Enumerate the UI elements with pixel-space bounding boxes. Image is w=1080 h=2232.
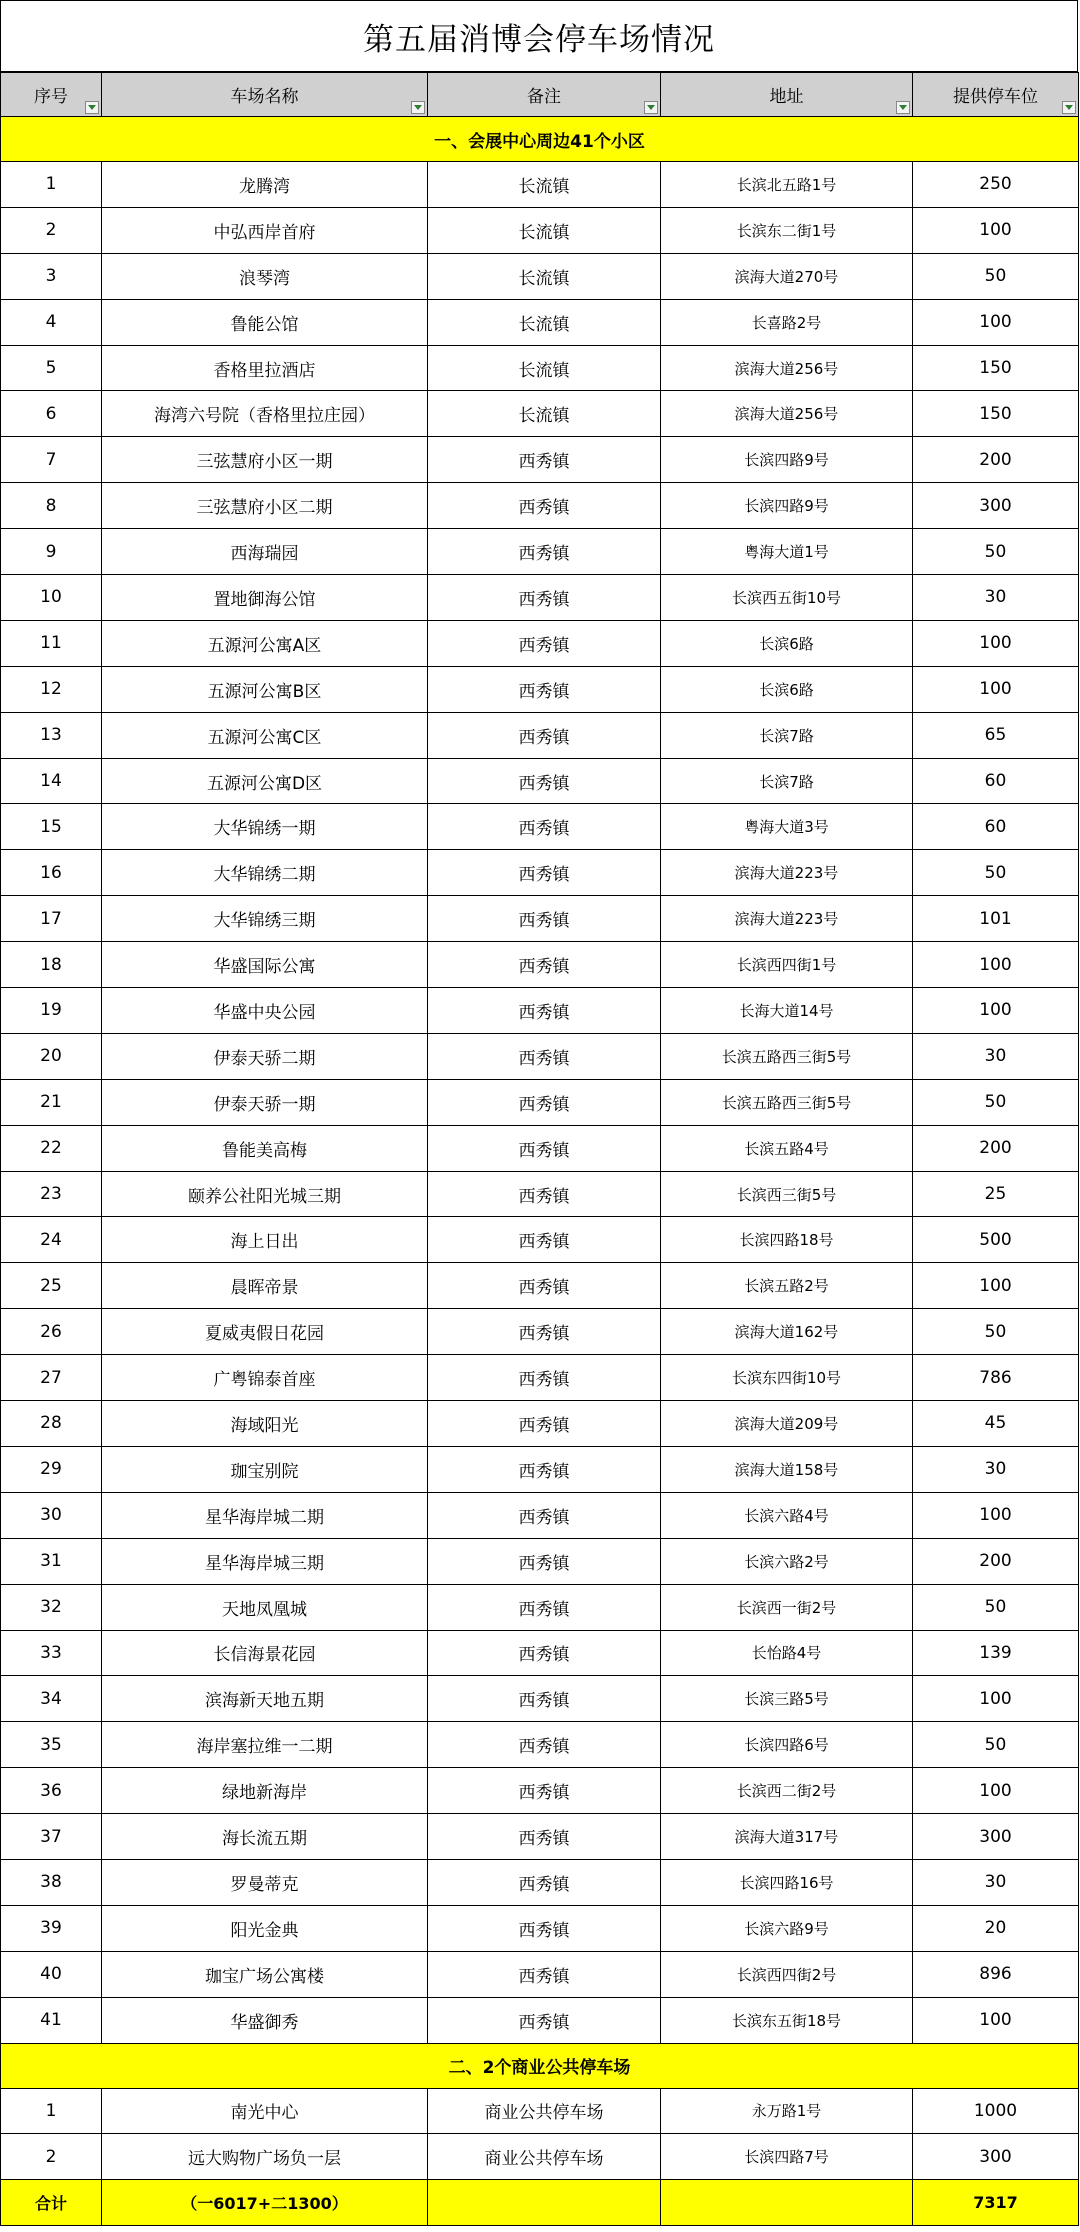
cell-spaces[interactable]: 100	[913, 942, 1079, 988]
section-heading: 一、会展中心周边41个小区	[1, 117, 1079, 162]
cell-index[interactable]: 41	[1, 1997, 102, 2043]
cell-index[interactable]: 40	[1, 1951, 102, 1997]
cell-lot-name[interactable]: 大华锦绣一期	[102, 804, 428, 850]
header-index: 序号	[1, 73, 102, 117]
cell-spaces[interactable]: 20	[913, 1905, 1079, 1951]
table-row	[1, 1033, 1079, 1079]
cell-address[interactable]: 长滨四路6号	[661, 1722, 913, 1768]
table-row	[1, 620, 1079, 666]
cell-spaces[interactable]: 139	[913, 1630, 1079, 1676]
cell-index[interactable]: 12	[1, 666, 102, 712]
cell-address[interactable]: 滨海大道270号	[661, 253, 913, 299]
cell-remark[interactable]: 长流镇	[428, 345, 661, 391]
cell-index[interactable]: 7	[1, 437, 102, 483]
cell-remark[interactable]: 西秀镇	[428, 1676, 661, 1722]
cell-index[interactable]: 30	[1, 1492, 102, 1538]
table-row	[1, 1768, 1079, 1814]
cell-remark[interactable]: 西秀镇	[428, 988, 661, 1034]
cell-address[interactable]: 粤海大道1号	[661, 529, 913, 575]
cell-address[interactable]: 长滨北五路1号	[661, 162, 913, 208]
cell-remark[interactable]: 西秀镇	[428, 1814, 661, 1860]
cell-remark[interactable]: 西秀镇	[428, 942, 661, 988]
cell-index[interactable]: 36	[1, 1768, 102, 1814]
cell-lot-name[interactable]: 三弦慧府小区一期	[102, 437, 428, 483]
cell-spaces[interactable]: 100	[913, 299, 1079, 345]
cell-index[interactable]: 16	[1, 850, 102, 896]
cell-remark[interactable]: 西秀镇	[428, 1033, 661, 1079]
section-row	[1, 117, 1079, 162]
total-value[interactable]: 7317	[913, 2180, 1079, 2226]
cell-address[interactable]: 长怡路4号	[661, 1630, 913, 1676]
cell-spaces[interactable]: 50	[913, 1079, 1079, 1125]
cell-lot-name[interactable]: 中弘西岸首府	[102, 207, 428, 253]
filter-dropdown-icon[interactable]	[411, 101, 425, 114]
cell-address[interactable]: 滨海大道223号	[661, 896, 913, 942]
cell-index[interactable]: 39	[1, 1905, 102, 1951]
cell-remark[interactable]: 西秀镇	[428, 1446, 661, 1492]
cell-address[interactable]: 长滨东五街18号	[661, 1997, 913, 2043]
table-row	[1, 575, 1079, 621]
cell-lot-name[interactable]: 绿地新海岸	[102, 1768, 428, 1814]
header-spaces: 提供停车位	[913, 73, 1079, 117]
table-row	[1, 253, 1079, 299]
cell-lot-name[interactable]: 星华海岸城二期	[102, 1492, 428, 1538]
cell-spaces[interactable]: 200	[913, 437, 1079, 483]
table-body	[1, 117, 1079, 2226]
cell-lot-name[interactable]: 晨晖帝景	[102, 1263, 428, 1309]
cell-index[interactable]: 2	[1, 2134, 102, 2180]
cell-address[interactable]: 长滨四路18号	[661, 1217, 913, 1263]
cell-index[interactable]: 17	[1, 896, 102, 942]
cell-lot-name[interactable]: 海湾六号院（香格里拉庄园）	[102, 391, 428, 437]
total-empty-remark[interactable]	[428, 2180, 661, 2226]
cell-remark[interactable]: 西秀镇	[428, 1355, 661, 1401]
cell-lot-name[interactable]: 罗曼蒂克	[102, 1859, 428, 1905]
cell-remark[interactable]: 西秀镇	[428, 1905, 661, 1951]
cell-spaces[interactable]: 500	[913, 1217, 1079, 1263]
cell-index[interactable]: 1	[1, 162, 102, 208]
total-row	[1, 2180, 1079, 2226]
cell-index[interactable]: 34	[1, 1676, 102, 1722]
cell-index[interactable]: 19	[1, 988, 102, 1034]
cell-address[interactable]: 长滨西五街10号	[661, 575, 913, 621]
cell-address[interactable]: 滨海大道162号	[661, 1309, 913, 1355]
table-row	[1, 942, 1079, 988]
cell-spaces[interactable]: 100	[913, 1997, 1079, 2043]
cell-remark[interactable]: 长流镇	[428, 207, 661, 253]
cell-remark[interactable]: 西秀镇	[428, 896, 661, 942]
cell-remark[interactable]: 西秀镇	[428, 758, 661, 804]
cell-spaces[interactable]: 150	[913, 391, 1079, 437]
cell-spaces[interactable]: 101	[913, 896, 1079, 942]
cell-lot-name[interactable]: 南光中心	[102, 2088, 428, 2134]
cell-lot-name[interactable]: 海域阳光	[102, 1401, 428, 1447]
cell-remark[interactable]: 西秀镇	[428, 1492, 661, 1538]
cell-address[interactable]: 长滨三路5号	[661, 1676, 913, 1722]
cell-address[interactable]: 长滨西一街2号	[661, 1584, 913, 1630]
cell-remark[interactable]: 长流镇	[428, 299, 661, 345]
sheet-title: 第五届消博会停车场情况	[0, 0, 1078, 72]
cell-spaces[interactable]: 896	[913, 1951, 1079, 1997]
cell-lot-name[interactable]: 长信海景花园	[102, 1630, 428, 1676]
cell-spaces[interactable]: 25	[913, 1171, 1079, 1217]
cell-remark[interactable]: 商业公共停车场	[428, 2134, 661, 2180]
cell-index[interactable]: 26	[1, 1309, 102, 1355]
cell-address[interactable]: 长滨7路	[661, 758, 913, 804]
cell-spaces[interactable]: 100	[913, 620, 1079, 666]
cell-lot-name[interactable]: 华盛中央公园	[102, 988, 428, 1034]
cell-remark[interactable]: 西秀镇	[428, 1584, 661, 1630]
cell-address[interactable]: 粤海大道3号	[661, 804, 913, 850]
header-row	[1, 73, 1079, 117]
cell-remark[interactable]: 商业公共停车场	[428, 2088, 661, 2134]
table-row	[1, 666, 1079, 712]
cell-remark[interactable]: 西秀镇	[428, 437, 661, 483]
table-row	[1, 437, 1079, 483]
cell-remark[interactable]: 西秀镇	[428, 1630, 661, 1676]
cell-address[interactable]: 长滨四路9号	[661, 483, 913, 529]
cell-lot-name[interactable]: 鲁能美高梅	[102, 1125, 428, 1171]
cell-address[interactable]: 滨海大道256号	[661, 391, 913, 437]
table-row	[1, 1217, 1079, 1263]
cell-index[interactable]: 27	[1, 1355, 102, 1401]
cell-remark[interactable]: 长流镇	[428, 162, 661, 208]
cell-address[interactable]: 长滨西四街1号	[661, 942, 913, 988]
cell-address[interactable]: 滨海大道209号	[661, 1401, 913, 1447]
cell-spaces[interactable]: 50	[913, 1722, 1079, 1768]
table-row	[1, 1125, 1079, 1171]
cell-address[interactable]: 永万路1号	[661, 2088, 913, 2134]
cell-spaces[interactable]: 30	[913, 1033, 1079, 1079]
cell-remark[interactable]: 西秀镇	[428, 1951, 661, 1997]
table-row	[1, 207, 1079, 253]
cell-lot-name[interactable]: 五源河公寓A区	[102, 620, 428, 666]
table-row	[1, 391, 1079, 437]
cell-lot-name[interactable]: 伊泰天骄二期	[102, 1033, 428, 1079]
cell-address[interactable]: 滨海大道158号	[661, 1446, 913, 1492]
cell-index[interactable]: 8	[1, 483, 102, 529]
cell-address[interactable]: 长喜路2号	[661, 299, 913, 345]
cell-remark[interactable]: 西秀镇	[428, 1997, 661, 2043]
cell-lot-name[interactable]: 华盛御秀	[102, 1997, 428, 2043]
cell-remark[interactable]: 西秀镇	[428, 1125, 661, 1171]
cell-address[interactable]: 长滨四路16号	[661, 1859, 913, 1905]
table-row	[1, 1263, 1079, 1309]
cell-spaces[interactable]: 100	[913, 666, 1079, 712]
filter-dropdown-icon[interactable]	[644, 101, 658, 114]
cell-lot-name[interactable]: 星华海岸城三期	[102, 1538, 428, 1584]
cell-address[interactable]: 滨海大道223号	[661, 850, 913, 896]
cell-lot-name[interactable]: 广粤锦泰首座	[102, 1355, 428, 1401]
cell-lot-name[interactable]: 置地御海公馆	[102, 575, 428, 621]
table-row	[1, 1401, 1079, 1447]
cell-lot-name[interactable]: 海上日出	[102, 1217, 428, 1263]
table-row	[1, 1905, 1079, 1951]
cell-address[interactable]: 长滨6路	[661, 620, 913, 666]
table-row	[1, 162, 1079, 208]
cell-index[interactable]: 22	[1, 1125, 102, 1171]
cell-remark[interactable]: 西秀镇	[428, 1263, 661, 1309]
cell-remark[interactable]: 西秀镇	[428, 529, 661, 575]
cell-lot-name[interactable]: 海长流五期	[102, 1814, 428, 1860]
cell-index[interactable]: 5	[1, 345, 102, 391]
cell-index[interactable]: 33	[1, 1630, 102, 1676]
cell-index[interactable]: 15	[1, 804, 102, 850]
table-row	[1, 2134, 1079, 2180]
table-row	[1, 850, 1079, 896]
cell-spaces[interactable]: 30	[913, 575, 1079, 621]
total-empty-address[interactable]	[661, 2180, 913, 2226]
header-remark: 备注	[428, 73, 661, 117]
cell-spaces[interactable]: 30	[913, 1446, 1079, 1492]
cell-spaces[interactable]: 60	[913, 804, 1079, 850]
cell-address[interactable]: 长海大道14号	[661, 988, 913, 1034]
table-row	[1, 1079, 1079, 1125]
table-row	[1, 804, 1079, 850]
table-row	[1, 1492, 1079, 1538]
cell-address[interactable]: 长滨四路7号	[661, 2134, 913, 2180]
cell-remark[interactable]: 长流镇	[428, 253, 661, 299]
cell-address[interactable]: 长滨西三街5号	[661, 1171, 913, 1217]
cell-address[interactable]: 长滨6路	[661, 666, 913, 712]
cell-remark[interactable]: 西秀镇	[428, 1309, 661, 1355]
cell-index[interactable]: 38	[1, 1859, 102, 1905]
cell-remark[interactable]: 西秀镇	[428, 1768, 661, 1814]
cell-index[interactable]: 35	[1, 1722, 102, 1768]
cell-address[interactable]: 滨海大道317号	[661, 1814, 913, 1860]
cell-lot-name[interactable]: 鲁能公馆	[102, 299, 428, 345]
table-row	[1, 529, 1079, 575]
table-row	[1, 1584, 1079, 1630]
cell-lot-name[interactable]: 大华锦绣二期	[102, 850, 428, 896]
table-row	[1, 2088, 1079, 2134]
cell-remark[interactable]: 西秀镇	[428, 1859, 661, 1905]
cell-spaces[interactable]: 150	[913, 345, 1079, 391]
cell-spaces[interactable]: 100	[913, 1676, 1079, 1722]
cell-lot-name[interactable]: 伊泰天骄一期	[102, 1079, 428, 1125]
cell-remark[interactable]: 西秀镇	[428, 712, 661, 758]
cell-address[interactable]: 长滨五路西三街5号	[661, 1033, 913, 1079]
cell-remark[interactable]: 西秀镇	[428, 804, 661, 850]
cell-index[interactable]: 4	[1, 299, 102, 345]
cell-lot-name[interactable]: 滨海新天地五期	[102, 1676, 428, 1722]
cell-index[interactable]: 6	[1, 391, 102, 437]
table-row	[1, 483, 1079, 529]
cell-lot-name[interactable]: 珈宝广场公寓楼	[102, 1951, 428, 1997]
cell-index[interactable]: 10	[1, 575, 102, 621]
cell-spaces[interactable]: 786	[913, 1355, 1079, 1401]
header-lot-name: 车场名称	[102, 73, 428, 117]
cell-remark[interactable]: 西秀镇	[428, 483, 661, 529]
cell-index[interactable]: 18	[1, 942, 102, 988]
cell-spaces[interactable]: 300	[913, 483, 1079, 529]
table-row	[1, 1171, 1079, 1217]
cell-spaces[interactable]: 300	[913, 1814, 1079, 1860]
total-label[interactable]: 合计	[1, 2180, 102, 2226]
cell-index[interactable]: 23	[1, 1171, 102, 1217]
cell-remark[interactable]: 西秀镇	[428, 1171, 661, 1217]
cell-spaces[interactable]: 100	[913, 207, 1079, 253]
cell-index[interactable]: 9	[1, 529, 102, 575]
cell-spaces[interactable]: 60	[913, 758, 1079, 804]
section-heading: 二、2个商业公共停车场	[1, 2043, 1079, 2088]
cell-spaces[interactable]: 200	[913, 1538, 1079, 1584]
cell-spaces[interactable]: 50	[913, 529, 1079, 575]
cell-address[interactable]: 长滨西四街2号	[661, 1951, 913, 1997]
cell-spaces[interactable]: 45	[913, 1401, 1079, 1447]
cell-index[interactable]: 37	[1, 1814, 102, 1860]
cell-lot-name[interactable]: 海岸塞拉维一二期	[102, 1722, 428, 1768]
cell-address[interactable]: 长滨五路西三街5号	[661, 1079, 913, 1125]
table-row	[1, 1538, 1079, 1584]
cell-spaces[interactable]: 100	[913, 1768, 1079, 1814]
cell-lot-name[interactable]: 远大购物广场负一层	[102, 2134, 428, 2180]
cell-index[interactable]: 20	[1, 1033, 102, 1079]
cell-lot-name[interactable]: 天地凤凰城	[102, 1584, 428, 1630]
table-row	[1, 1630, 1079, 1676]
cell-remark[interactable]: 西秀镇	[428, 1401, 661, 1447]
cell-address[interactable]: 长滨六路9号	[661, 1905, 913, 1951]
cell-lot-name[interactable]: 五源河公寓B区	[102, 666, 428, 712]
cell-lot-name[interactable]: 珈宝别院	[102, 1446, 428, 1492]
cell-remark[interactable]: 西秀镇	[428, 1538, 661, 1584]
cell-spaces[interactable]: 200	[913, 1125, 1079, 1171]
table-row	[1, 1814, 1079, 1860]
cell-index[interactable]: 13	[1, 712, 102, 758]
cell-index[interactable]: 14	[1, 758, 102, 804]
cell-address[interactable]: 长滨四路9号	[661, 437, 913, 483]
cell-spaces[interactable]: 50	[913, 850, 1079, 896]
table-row	[1, 299, 1079, 345]
cell-spaces[interactable]: 100	[913, 1263, 1079, 1309]
cell-remark[interactable]: 西秀镇	[428, 1079, 661, 1125]
cell-spaces[interactable]: 1000	[913, 2088, 1079, 2134]
cell-index[interactable]: 25	[1, 1263, 102, 1309]
cell-index[interactable]: 3	[1, 253, 102, 299]
cell-spaces[interactable]: 50	[913, 1584, 1079, 1630]
cell-index[interactable]: 28	[1, 1401, 102, 1447]
cell-remark[interactable]: 西秀镇	[428, 620, 661, 666]
cell-spaces[interactable]: 50	[913, 253, 1079, 299]
table-row	[1, 1446, 1079, 1492]
section-row	[1, 2043, 1079, 2088]
cell-lot-name[interactable]: 大华锦绣三期	[102, 896, 428, 942]
cell-spaces[interactable]: 50	[913, 1309, 1079, 1355]
cell-index[interactable]: 21	[1, 1079, 102, 1125]
parking-table	[0, 72, 1079, 2226]
header-address: 地址	[661, 73, 913, 117]
cell-address[interactable]: 长滨六路2号	[661, 1538, 913, 1584]
table-row	[1, 1676, 1079, 1722]
cell-index[interactable]: 31	[1, 1538, 102, 1584]
table-row	[1, 988, 1079, 1034]
total-formula[interactable]: （一6017+二1300）	[102, 2180, 428, 2226]
cell-lot-name[interactable]: 西海瑞园	[102, 529, 428, 575]
cell-lot-name[interactable]: 龙腾湾	[102, 162, 428, 208]
cell-address[interactable]: 长滨东四街10号	[661, 1355, 913, 1401]
cell-index[interactable]: 24	[1, 1217, 102, 1263]
cell-lot-name[interactable]: 夏威夷假日花园	[102, 1309, 428, 1355]
cell-remark[interactable]: 西秀镇	[428, 1217, 661, 1263]
cell-lot-name[interactable]: 三弦慧府小区二期	[102, 483, 428, 529]
cell-lot-name[interactable]: 阳光金典	[102, 1905, 428, 1951]
cell-address[interactable]: 长滨六路4号	[661, 1492, 913, 1538]
cell-spaces[interactable]: 65	[913, 712, 1079, 758]
cell-remark[interactable]: 西秀镇	[428, 575, 661, 621]
table-row	[1, 1309, 1079, 1355]
table-row	[1, 896, 1079, 942]
table-row	[1, 1951, 1079, 1997]
cell-lot-name[interactable]: 香格里拉酒店	[102, 345, 428, 391]
cell-spaces[interactable]: 250	[913, 162, 1079, 208]
cell-address[interactable]: 长滨五路2号	[661, 1263, 913, 1309]
table-row	[1, 1997, 1079, 2043]
filter-dropdown-icon[interactable]	[896, 101, 910, 114]
table-row	[1, 758, 1079, 804]
cell-spaces[interactable]: 300	[913, 2134, 1079, 2180]
cell-remark[interactable]: 长流镇	[428, 391, 661, 437]
cell-spaces[interactable]: 100	[913, 988, 1079, 1034]
cell-index[interactable]: 29	[1, 1446, 102, 1492]
cell-remark[interactable]: 西秀镇	[428, 666, 661, 712]
cell-index[interactable]: 32	[1, 1584, 102, 1630]
cell-remark[interactable]: 西秀镇	[428, 1722, 661, 1768]
cell-lot-name[interactable]: 五源河公寓D区	[102, 758, 428, 804]
table-row	[1, 1722, 1079, 1768]
cell-address[interactable]: 长滨东二街1号	[661, 207, 913, 253]
cell-spaces[interactable]: 30	[913, 1859, 1079, 1905]
table-row	[1, 1859, 1079, 1905]
cell-index[interactable]: 11	[1, 620, 102, 666]
cell-index[interactable]: 2	[1, 207, 102, 253]
cell-lot-name[interactable]: 五源河公寓C区	[102, 712, 428, 758]
cell-index[interactable]: 1	[1, 2088, 102, 2134]
table-row	[1, 712, 1079, 758]
cell-address[interactable]: 滨海大道256号	[661, 345, 913, 391]
filter-dropdown-icon[interactable]	[85, 101, 99, 114]
cell-address[interactable]: 长滨五路4号	[661, 1125, 913, 1171]
cell-lot-name[interactable]: 华盛国际公寓	[102, 942, 428, 988]
table-row	[1, 1355, 1079, 1401]
filter-dropdown-icon[interactable]	[1062, 101, 1076, 114]
cell-address[interactable]: 长滨西二街2号	[661, 1768, 913, 1814]
table-row	[1, 345, 1079, 391]
cell-spaces[interactable]: 100	[913, 1492, 1079, 1538]
cell-address[interactable]: 长滨7路	[661, 712, 913, 758]
cell-lot-name[interactable]: 颐养公社阳光城三期	[102, 1171, 428, 1217]
cell-lot-name[interactable]: 浪琴湾	[102, 253, 428, 299]
cell-remark[interactable]: 西秀镇	[428, 850, 661, 896]
